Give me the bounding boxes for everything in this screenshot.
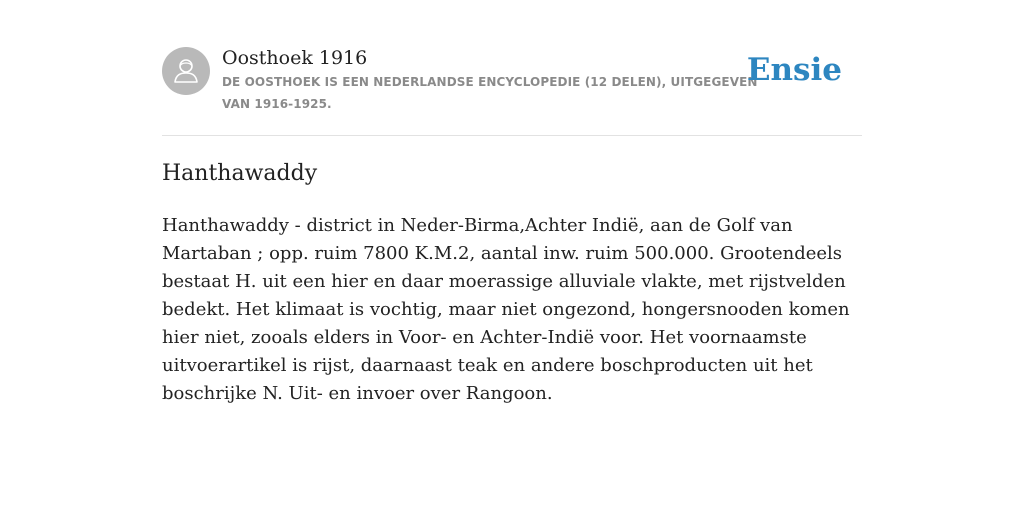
entry-title: Hanthawaddy — [162, 161, 318, 186]
brand-logo[interactable]: Ensie — [746, 52, 842, 88]
avatar[interactable] — [162, 47, 210, 95]
source-title[interactable]: Oosthoek 1916 — [222, 47, 368, 69]
source-meta — [222, 46, 762, 115]
source-description: DE OOSTHOEK IS EEN NEDERLANDSE ENCYCLOPEDIE (12 DELEN), UITGEGEVEN VAN 1916-1925. — [222, 75, 758, 111]
divider — [162, 135, 862, 136]
entry-body: Hanthawaddy - district in Neder-Birma,Achter Indië, aan de Golf van Martaban ; opp. ruim 7800 K.M.2, aantal inw. ruim 500.000. Grootendeels bestaat H. uit een hier en daar moerassige alluviale vlakte, met rijstvelden bedekt. Het klimaat is vochtig, maar niet ongezond, hongersnooden komen hier niet, zooals elders in Voor- en Achter-Indië voor. Het voornaamste uitvoerartikel is rijst, daarnaast teak en andere boschproducten uit het boschrijke N. Uit- en invoer over Rangoon. — [162, 215, 850, 404]
user-icon — [171, 56, 201, 86]
source-header — [162, 46, 862, 136]
